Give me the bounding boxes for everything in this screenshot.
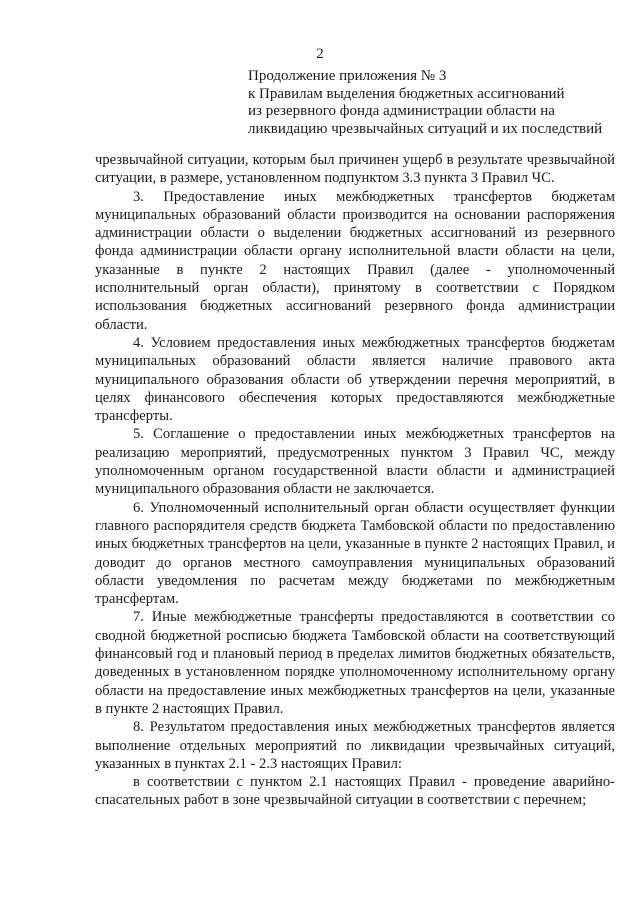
- paragraph-3: 3. Предоставление иных межбюджетных трансфертов бюджетам муниципальных образований области производится на основании распоряжения администрации области о выделении бюджетных ассигнований из резервного фонда администрации области органу исполнительной власти области на цели, указанные в пункте 2 настоящих Правил (далее - уполномоченный исполнительный орган области), принятому в соответствии с Порядком использования бюджетных ассигнований резервного фонда администрации области.: [95, 188, 615, 333]
- header-line: из резервного фонда администрации области на: [248, 103, 555, 119]
- body-text: [95, 151, 615, 810]
- page-number: 2: [316, 46, 324, 62]
- paragraph-continuation: чрезвычайной ситуации, которым был причинен ущерб в результате чрезвычайной ситуации, в размере, установленном подпунктом 3.3 пункта 3 Правил ЧС.: [95, 152, 615, 187]
- paragraph-8: 8. Результатом предоставления иных межбюджетных трансфертов является выполнение отдельных мероприятий по ликвидации чрезвычайных ситуаций, указанных в пунктах 2.1 - 2.3 настоящих Правил:: [95, 719, 615, 772]
- paragraph-8-item: в соответствии с пунктом 2.1 настоящих Правил - проведение аварийно-спасательных работ в зоне чрезвычайной ситуации в соответствии с перечнем;: [95, 774, 615, 809]
- paragraph-6: 6. Уполномоченный исполнительный орган области осуществляет функции главного распорядителя средств бюджета Тамбовской области по предоставлению иных бюджетных трансфертов на цели, указанные в пункте 2 настоящих Правил, и доводит до органов местного самоуправления муниципальных образований области уведомления по расчетам между бюджетами по межбюджетным трансфертам.: [95, 499, 615, 608]
- header-line: к Правилам выделения бюджетных ассигнований: [248, 85, 565, 102]
- header-line: ликвидацию чрезвычайных ситуаций и их последствий: [248, 120, 603, 137]
- paragraph-5: 5. Соглашение о предоставлении иных межбюджетных трансфертов на реализацию мероприятий, предусмотренных пунктом 3 Правил ЧС, между уполномоченным органом государственной власти области и администрацией муниципального образования области не заключается.: [95, 426, 615, 498]
- header-line: Продолжение приложения № 3: [248, 68, 447, 84]
- paragraph-4: 4. Условием предоставления иных межбюджетных трансфертов бюджетам муниципальных образований области является наличие правового акта муниципального образования области об утверждении перечня мероприятий, в целях финансового обеспечения которых предоставляются межбюджетные трансферты.: [95, 334, 615, 425]
- appendix-header: [248, 68, 628, 138]
- paragraph-7: 7. Иные межбюджетные трансферты предоставляются в соответствии со сводной бюджетной росписью бюджета Тамбовской области на соответствующий финансовый год и плановый период в пределах лимитов бюджетных обязательств, доведенных в установленном порядке уполномоченному исполнительному органу области на предоставление иных межбюджетных трансфертов на цели, указанные в пункте 2 настоящих Правил.: [95, 609, 615, 717]
